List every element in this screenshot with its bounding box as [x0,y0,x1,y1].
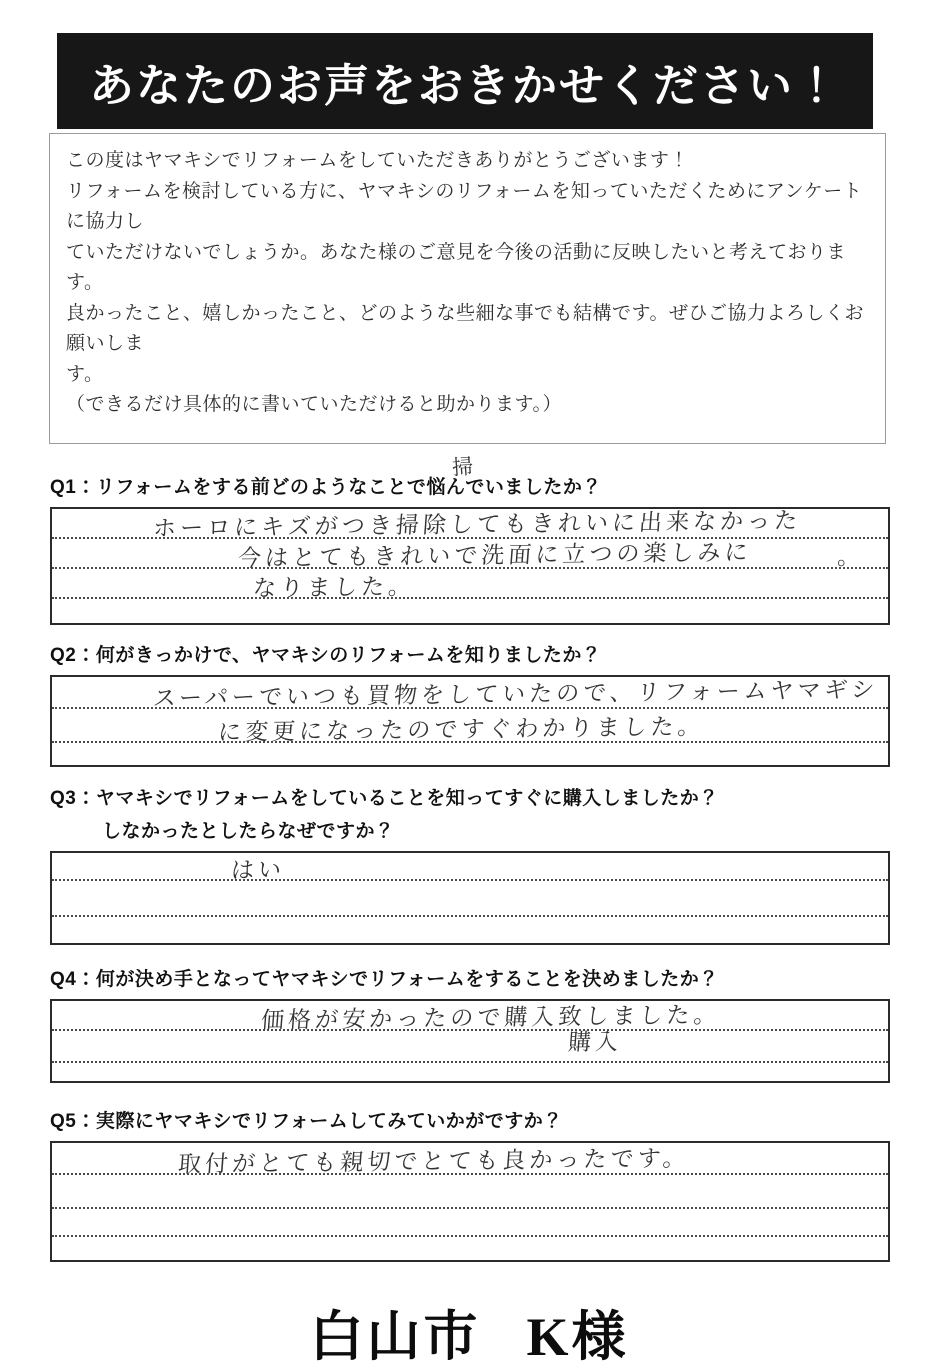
intro-line: す。 [66,363,104,385]
question-q2 [50,640,890,767]
question-q1-label-text: Q1：リフォームをする前どのようなことで悩んでいましたか？ [50,476,602,498]
answer-row [52,539,888,569]
answer-row [52,1001,888,1031]
answer-row-empty [52,917,888,943]
answer-row [52,1027,888,1061]
answer-row-empty [52,1237,888,1260]
question-q5-label [50,1106,890,1133]
intro-line: この度はヤマキシでリフォームをしていただきありがとうございます！ [66,150,689,171]
handwritten-annotation: 掃 [451,454,475,480]
intro-line: リフォームを検討している方に、ヤマキシのリフォームを知っていただくためにアンケートに協力し [66,180,863,232]
answer-row [52,1175,888,1209]
answer-row [52,881,888,917]
question-q4-label [50,964,890,991]
answer-row [52,853,888,881]
signature-initial: K [526,1306,572,1367]
question-q5 [50,1106,890,1262]
question-q4 [50,964,890,1083]
handwritten-period: 。 [837,542,860,569]
answer-row [52,1209,888,1237]
handwritten-answer-line: 取付がとても親切でとても良かったです。 [177,1144,691,1177]
intro-line: 良かったこと、嬉しかったこと、どのような些細な事でも結構です。ぜひご協力よろしくお願いしま [66,302,864,354]
answer-row [52,506,888,541]
handwritten-answer-line: に変更になったのですぐわかりました。 [217,712,706,745]
intro-line: （できるだけ具体的に書いていただけると助かります。） [66,394,562,415]
answer-row [52,709,888,743]
question-q3-sublabel: しなかったとしたらなぜですか？ [102,820,395,842]
survey-header-banner [57,33,873,129]
question-q1 [50,454,890,625]
question-q5-answer-box [50,1141,890,1262]
answer-row-empty [52,743,888,765]
question-q3-label [50,783,890,810]
question-q2-answer-box [50,675,890,767]
answer-row-empty [52,599,888,623]
handwritten-answer-line: スーパーでいつも買物をしていたので、リフォームヤマギシ [152,675,880,711]
question-q2-label [50,640,890,667]
question-q3 [50,783,890,945]
handwritten-answer-line: ホーロにキズがつき掃除してもきれいに出来なかった [152,506,803,541]
banner-title: あなたのお声をおきかせください！ [88,59,841,111]
answer-row [52,569,888,599]
question-q4-answer-box [50,999,890,1083]
question-q5-label-text: Q5：実際にヤマキシでリフォームしてみていかがですか？ [50,1110,563,1132]
handwritten-answer-line: はい [230,855,287,883]
question-q3-label-text: Q3：ヤマキシでリフォームをしていることを知ってすぐに購入しましたか？ [50,787,719,809]
handwritten-correction: 購入 [567,1027,624,1055]
question-q2-label-text: Q2：何がきっかけで、ヤマキシのリフォームを知りましたか？ [50,644,602,666]
handwritten-answer-line: 今はとてもきれいで洗面に立つの楽しみに [237,538,753,571]
answer-row [52,1143,888,1175]
question-q1-answer-box [50,507,890,625]
answer-row [52,677,888,709]
signature-city: 白山市 [309,1306,481,1367]
question-q4-label-text: Q4：何が決め手となってヤマキシでリフォームをすることを決めましたか？ [50,968,719,990]
answer-row-empty [52,1063,888,1081]
question-q1-label [50,454,890,499]
handwritten-answer-line: 価格が安かったので購入致しました。 [260,1000,722,1033]
question-q3-answer-box [50,851,890,945]
customer-signature [0,1294,938,1371]
intro-box [49,133,886,444]
intro-line: ていただけないでしょうか。あなた様のご意見を今後の活動に反映したいと考えております。 [66,241,847,293]
signature-suffix: 様 [571,1306,629,1367]
handwritten-answer-line: なりました。 [252,572,417,601]
